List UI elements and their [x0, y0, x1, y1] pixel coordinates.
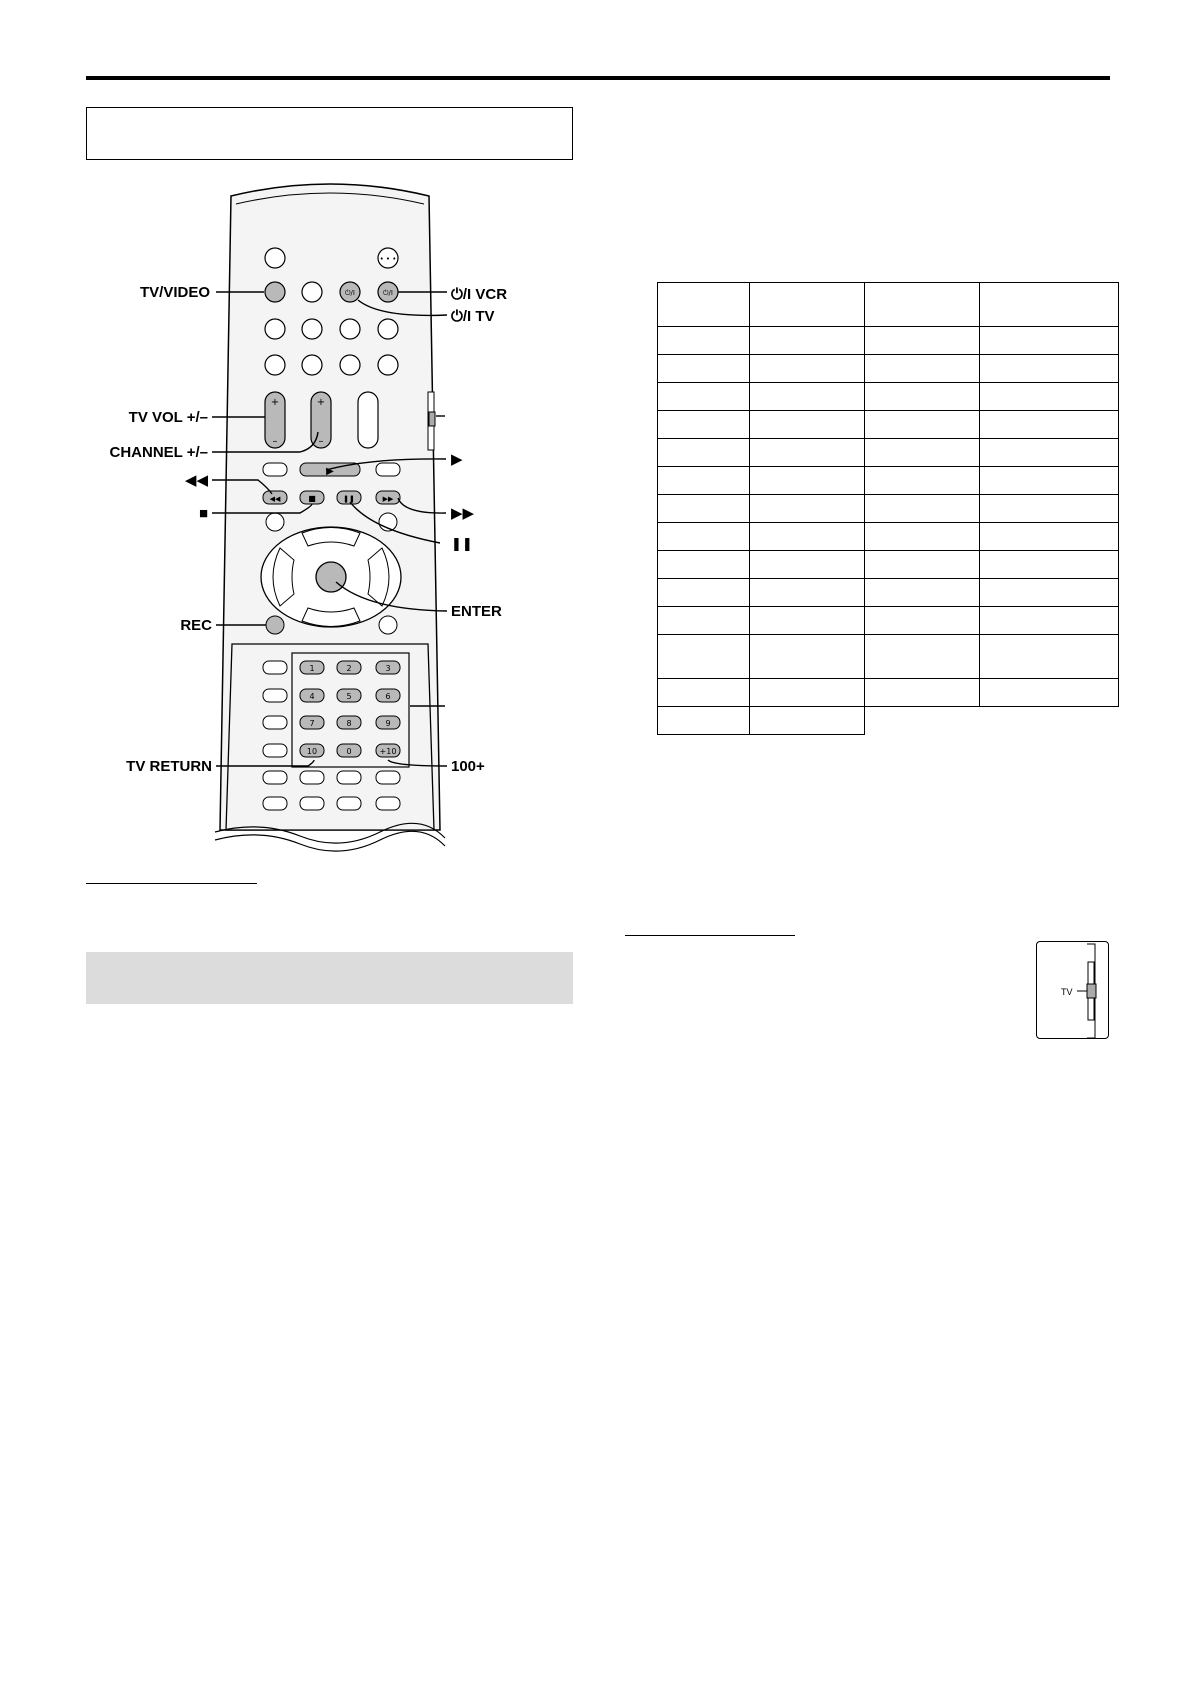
table-cell [658, 607, 750, 635]
table-cell [750, 495, 865, 523]
table-cell [658, 283, 750, 327]
note-underline-right [625, 935, 795, 936]
tv-switch-inset [1036, 941, 1109, 1039]
table-row [658, 523, 1119, 551]
table-cell [980, 551, 1119, 579]
table-cell [980, 579, 1119, 607]
table-cell [658, 495, 750, 523]
table-cell [865, 707, 980, 735]
keypad-key-label: 7 [309, 719, 315, 728]
tv-video-label: TV/VIDEO [139, 284, 210, 301]
note-underline-left [86, 883, 257, 884]
table-cell [750, 607, 865, 635]
rec-label: REC [180, 617, 212, 634]
channel-label: CHANNEL +/– [109, 444, 208, 461]
table-cell [865, 439, 980, 467]
table-cell [980, 523, 1119, 551]
svg-text:❚❚: ❚❚ [343, 495, 355, 503]
table-cell [980, 283, 1119, 327]
table-cell [980, 635, 1119, 679]
table-row [658, 495, 1119, 523]
code-table [657, 282, 1119, 735]
keypad-key-label: 5 [346, 692, 352, 701]
table-cell [658, 439, 750, 467]
table-row [658, 579, 1119, 607]
enter-label: ENTER [451, 603, 502, 620]
table-cell [750, 411, 865, 439]
table-cell [980, 707, 1119, 735]
table-cell [750, 355, 865, 383]
table-row [658, 467, 1119, 495]
keypad-key-label: +10 [379, 747, 397, 756]
table-cell [865, 579, 980, 607]
svg-text:–: – [272, 436, 278, 447]
table-cell [865, 523, 980, 551]
table-cell [980, 679, 1119, 707]
table-cell [980, 327, 1119, 355]
table-row [658, 635, 1119, 679]
table-cell [750, 467, 865, 495]
svg-text:▶: ▶ [326, 466, 334, 477]
keypad-key-label: 0 [346, 747, 352, 756]
keypad-key-label: 3 [385, 664, 391, 673]
table-cell [658, 551, 750, 579]
keypad-key-label: 2 [346, 664, 352, 673]
table-cell [750, 707, 865, 735]
keypad-key-label: 8 [346, 719, 352, 728]
table-cell [865, 467, 980, 495]
table-cell [658, 523, 750, 551]
table-cell [865, 383, 980, 411]
table-cell [750, 283, 865, 327]
power-vcr-label: ⏻/I VCR [451, 286, 508, 303]
table-cell [750, 383, 865, 411]
table-cell [865, 327, 980, 355]
table-row [658, 439, 1119, 467]
remote-control-illustration [0, 0, 600, 860]
power-tv-label: ⏻/I TV [451, 308, 495, 325]
table-row [658, 551, 1119, 579]
table-cell [750, 523, 865, 551]
table-cell [658, 411, 750, 439]
keypad-key-label: 1 [309, 664, 315, 673]
svg-text:• • •: • • • [379, 255, 397, 263]
svg-text:⏻/I: ⏻/I [383, 289, 393, 297]
table-cell [865, 679, 980, 707]
table-cell [658, 707, 750, 735]
table-cell [750, 679, 865, 707]
table-cell [750, 327, 865, 355]
svg-text:⏻/I: ⏻/I [345, 289, 355, 297]
hundred-plus-label: 100+ [451, 758, 485, 775]
table-row [658, 355, 1119, 383]
table-cell [658, 579, 750, 607]
stop-label: ■ [198, 505, 208, 522]
keypad-key-label: 4 [309, 692, 315, 701]
table-row [658, 283, 1119, 327]
svg-text:–: – [318, 436, 324, 447]
svg-text:■: ■ [308, 494, 316, 503]
table-cell [750, 439, 865, 467]
table-cell [865, 411, 980, 439]
fast-forward-label: ▶▶ [451, 505, 475, 522]
table-cell [865, 607, 980, 635]
table-cell [658, 679, 750, 707]
grey-heading-box [86, 952, 573, 1004]
table-cell [865, 551, 980, 579]
svg-text:▶▶: ▶▶ [382, 495, 394, 503]
table-cell [980, 467, 1119, 495]
keypad-key-label: 9 [385, 719, 391, 728]
svg-text:◀◀: ◀◀ [269, 495, 281, 503]
table-cell [865, 495, 980, 523]
table-row [658, 327, 1119, 355]
svg-text:+: + [316, 397, 326, 408]
rewind-label: ◀◀ [184, 472, 208, 489]
table-row [658, 383, 1119, 411]
table-cell [658, 467, 750, 495]
table-row [658, 707, 1119, 735]
table-cell [980, 495, 1119, 523]
tv-switch-illustration [1037, 942, 1110, 1040]
table-cell [865, 635, 980, 679]
table-cell [750, 551, 865, 579]
tv-switch-label: TV [1061, 987, 1073, 997]
table-cell [658, 383, 750, 411]
pause-label: ❚❚ [451, 536, 473, 551]
table-cell [980, 411, 1119, 439]
table-cell [980, 439, 1119, 467]
table-cell [658, 327, 750, 355]
table-cell [658, 355, 750, 383]
table-row [658, 607, 1119, 635]
keypad-key-label: 10 [306, 747, 318, 756]
table-cell [865, 283, 980, 327]
tv-vol-label: TV VOL +/– [128, 409, 208, 426]
table-cell [980, 355, 1119, 383]
tv-return-label: TV RETURN [126, 758, 212, 775]
table-cell [750, 579, 865, 607]
table-cell [980, 383, 1119, 411]
play-label: ▶ [451, 451, 463, 468]
table-row [658, 679, 1119, 707]
table-cell [658, 635, 750, 679]
table-cell [865, 355, 980, 383]
table-cell [980, 607, 1119, 635]
table-cell [750, 635, 865, 679]
keypad-key-label: 6 [385, 692, 391, 701]
svg-text:+: + [270, 397, 280, 408]
table-row [658, 411, 1119, 439]
